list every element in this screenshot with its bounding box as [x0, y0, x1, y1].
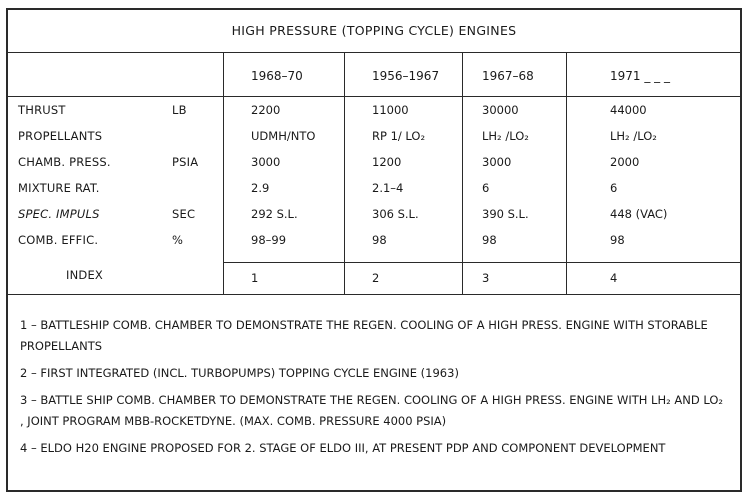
- cell-propellants-2: RP 1/ LO₂: [372, 129, 426, 143]
- cell-propellants-1: UDMH/NTO: [251, 129, 316, 143]
- index-value-2: 2: [372, 271, 380, 285]
- col-header-4: 1971 _ _ _: [610, 69, 670, 83]
- col-line-2: [344, 52, 345, 294]
- cell-thrust-1: 2200: [251, 103, 281, 117]
- cell-chamb-press-2: 1200: [372, 155, 402, 169]
- cell-comb-effic-1: 98–99: [251, 233, 287, 247]
- cell-spec-impuls-2: 306 S.L.: [372, 207, 419, 221]
- row-label-index: INDEX: [66, 268, 103, 282]
- cell-comb-effic-2: 98: [372, 233, 387, 247]
- row-unit-chamb-press: PSIA: [172, 155, 199, 169]
- cell-propellants-3: LH₂ /LO₂: [482, 129, 529, 143]
- cell-spec-impuls-3: 390 S.L.: [482, 207, 529, 221]
- cell-mixture-rat-3: 6: [482, 181, 490, 195]
- col-line-4: [566, 52, 567, 294]
- note-4: 4 – ELDO H20 ENGINE PROPOSED FOR 2. STAGE OF ELDO III, AT PRESENT PDP AND COMPONENT DEVELOPMENT: [20, 441, 666, 455]
- note-3: 3 – BATTLE SHIP COMB. CHAMBER TO DEMONSTRATE THE REGEN. COOLING OF A HIGH PRESS. ENGINE WITH LH₂ AND LO₂ , JOINT PROGRAM MBB-ROCKETDYNE. (MAX. COMB. PRESSURE 4000 PSIA): [20, 393, 724, 428]
- col-line-3: [462, 52, 463, 294]
- header-divider: [8, 96, 740, 97]
- row-unit-thrust: LB: [172, 103, 187, 117]
- cell-chamb-press-1: 3000: [251, 155, 281, 169]
- row-label-mixture-rat: MIXTURE RAT.: [18, 181, 100, 195]
- cell-comb-effic-3: 98: [482, 233, 497, 247]
- index-value-3: 3: [482, 271, 490, 285]
- row-label-spec-impuls: SPEC. IMPULS: [18, 207, 100, 221]
- col-header-3: 1967–68: [482, 69, 534, 83]
- cell-comb-effic-4: 98: [610, 233, 625, 247]
- cell-thrust-2: 11000: [372, 103, 409, 117]
- col-header-2: 1956–1967: [372, 69, 440, 83]
- index-value-4: 4: [610, 271, 618, 285]
- cell-propellants-4: LH₂ /LO₂: [610, 129, 657, 143]
- notes-divider: [8, 294, 740, 295]
- cell-mixture-rat-2: 2.1–4: [372, 181, 404, 195]
- cell-spec-impuls-4: 448 (VAC): [610, 207, 668, 221]
- cell-mixture-rat-4: 6: [610, 181, 618, 195]
- row-unit-spec-impuls: SEC: [172, 207, 196, 221]
- document-frame: [6, 8, 742, 492]
- cell-mixture-rat-1: 2.9: [251, 181, 270, 195]
- cell-chamb-press-4: 2000: [610, 155, 640, 169]
- row-label-thrust: THRUST: [18, 103, 66, 117]
- col-line-1: [223, 52, 224, 294]
- cell-thrust-3: 30000: [482, 103, 519, 117]
- row-label-propellants: PROPELLANTS: [18, 129, 103, 143]
- cell-spec-impuls-1: 292 S.L.: [251, 207, 298, 221]
- row-label-comb-effic: COMB. EFFIC.: [18, 233, 99, 247]
- note-1: 1 – BATTLESHIP COMB. CHAMBER TO DEMONSTRATE THE REGEN. COOLING OF A HIGH PRESS. ENGINE WITH STORABLE PROPELLANTS: [20, 318, 708, 353]
- index-value-1: 1: [251, 271, 259, 285]
- table-title: HIGH PRESSURE (TOPPING CYCLE) ENGINES: [8, 10, 740, 53]
- cell-chamb-press-3: 3000: [482, 155, 512, 169]
- col-header-1: 1968–70: [251, 69, 303, 83]
- row-label-chamb-press: CHAMB. PRESS.: [18, 155, 111, 169]
- notes-section: [20, 315, 730, 465]
- row-unit-comb-effic: %: [172, 233, 184, 247]
- index-divider: [223, 262, 742, 263]
- note-2: 2 – FIRST INTEGRATED (INCL. TURBOPUMPS) TOPPING CYCLE ENGINE (1963): [20, 366, 459, 380]
- cell-thrust-4: 44000: [610, 103, 647, 117]
